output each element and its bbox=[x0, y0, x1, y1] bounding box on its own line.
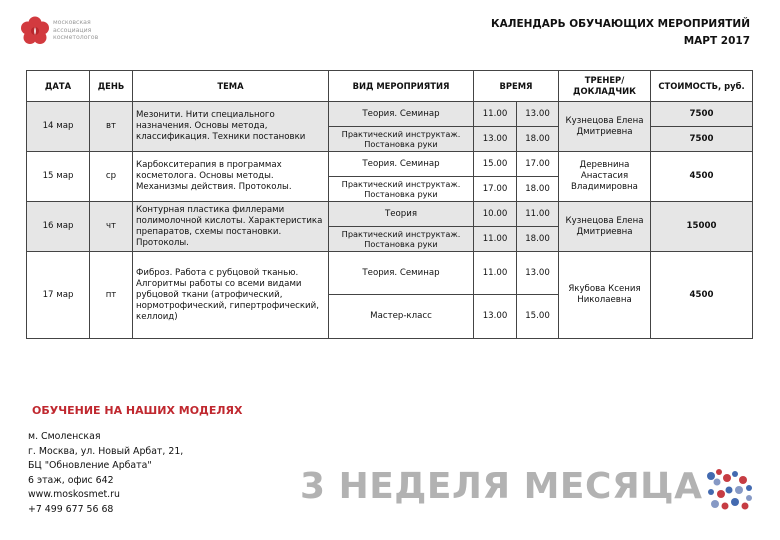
header-trainer: ТРЕНЕР/ ДОКЛАДЧИК bbox=[559, 71, 651, 102]
session-type: Практический инструктаж. Постановка руки bbox=[329, 177, 474, 202]
session-type: Теория. Семинар bbox=[329, 152, 474, 177]
session-end: 13.00 bbox=[517, 252, 559, 295]
table-row bbox=[27, 152, 753, 177]
session-start: 15.00 bbox=[474, 152, 517, 177]
session-start: 10.00 bbox=[474, 202, 517, 227]
contacts-block bbox=[28, 430, 183, 518]
row-day: пт bbox=[90, 252, 133, 339]
header-date: ДАТА bbox=[27, 71, 90, 102]
association-logo bbox=[20, 16, 110, 50]
session-end: 18.00 bbox=[517, 177, 559, 202]
session-type: Практический инструктаж. Постановка руки bbox=[329, 127, 474, 152]
header-time: ВРЕМЯ bbox=[474, 71, 559, 102]
row-topic: Мезонити. Нити специального назначения. Основы метода, классификация. Техники постановки bbox=[133, 102, 329, 152]
session-type: Теория. Семинар bbox=[329, 102, 474, 127]
row-date: 16 мар bbox=[27, 202, 90, 252]
header-topic: ТЕМА bbox=[133, 71, 329, 102]
calendar-header bbox=[491, 16, 750, 50]
calendar-month: МАРТ 2017 bbox=[683, 35, 750, 47]
session-cost: 7500 bbox=[651, 102, 753, 127]
molecule-decoration-icon bbox=[703, 466, 755, 514]
logo-line: ассоциация bbox=[53, 26, 92, 34]
row-trainer: Кузнецова Елена Дмитриевна bbox=[559, 202, 651, 252]
row-trainer: Якубова Ксения Николаевна bbox=[559, 252, 651, 339]
header-cost: СТОИМОСТЬ, руб. bbox=[651, 71, 753, 102]
row-day: чт bbox=[90, 202, 133, 252]
row-topic: Карбокситерапия в программах косметолога. Основы методы. Механизмы действия. Протоколы. bbox=[133, 152, 329, 202]
row-date: 14 мар bbox=[27, 102, 90, 152]
calendar-title: КАЛЕНДАРЬ ОБУЧАЮЩИХ МЕРОПРИЯТИЙ bbox=[491, 18, 750, 30]
session-end: 15.00 bbox=[517, 295, 559, 339]
session-type: Теория bbox=[329, 202, 474, 227]
session-start: 13.00 bbox=[474, 127, 517, 152]
row-trainer: Кузнецова Елена Дмитриевна bbox=[559, 102, 651, 152]
session-start: 11.00 bbox=[474, 252, 517, 295]
session-end: 18.00 bbox=[517, 127, 559, 152]
row-cost: 4500 bbox=[651, 152, 753, 202]
contact-phone: +7 499 677 56 68 bbox=[28, 503, 114, 515]
row-topic: Контурная пластика филлерами полимолочной кислоты. Характеристика препаратов, схемы постановки. Протоколы. bbox=[133, 202, 329, 252]
row-topic: Фиброз. Работа с рубцовой тканью. Алгоритмы работы со всеми видами рубцовой ткани (атрофический, нормотрофический, гипертрофический, келлоид) bbox=[133, 252, 329, 339]
row-cost: 15000 bbox=[651, 202, 753, 252]
contact-office: 6 этаж, офис 642 bbox=[28, 474, 114, 486]
session-start: 13.00 bbox=[474, 295, 517, 339]
session-cost: 7500 bbox=[651, 127, 753, 152]
row-day: ср bbox=[90, 152, 133, 202]
session-end: 17.00 bbox=[517, 152, 559, 177]
header-day: ДЕНЬ bbox=[90, 71, 133, 102]
table-row bbox=[27, 252, 753, 295]
header-row bbox=[27, 71, 753, 102]
models-title: ОБУЧЕНИЕ НА НАШИХ МОДЕЛЯХ bbox=[32, 404, 243, 417]
row-date: 15 мар bbox=[27, 152, 90, 202]
row-day: вт bbox=[90, 102, 133, 152]
logo-line: московская bbox=[53, 19, 91, 26]
session-end: 11.00 bbox=[517, 202, 559, 227]
session-start: 11.00 bbox=[474, 102, 517, 127]
session-end: 18.00 bbox=[517, 227, 559, 252]
logo-text bbox=[53, 19, 98, 42]
session-start: 11.00 bbox=[474, 227, 517, 252]
session-type: Практический инструктаж. Постановка руки bbox=[329, 227, 474, 252]
row-cost: 4500 bbox=[651, 252, 753, 339]
contact-address: г. Москва, ул. Новый Арбат, 21, bbox=[28, 445, 184, 457]
row-date: 17 мар bbox=[27, 252, 90, 339]
week-label: 3 НЕДЕЛЯ МЕСЯЦА bbox=[300, 466, 703, 507]
contact-building: БЦ "Обновление Арбата" bbox=[28, 460, 152, 472]
session-end: 13.00 bbox=[517, 102, 559, 127]
row-trainer: Деревнина Анастасия Владимировна bbox=[559, 152, 651, 202]
flower-logo-icon bbox=[20, 16, 50, 46]
session-start: 17.00 bbox=[474, 177, 517, 202]
table-row bbox=[27, 202, 753, 227]
session-type: Теория. Семинар bbox=[329, 252, 474, 295]
session-type: Мастер-класс bbox=[329, 295, 474, 339]
contact-website: www.moskosmet.ru bbox=[28, 489, 120, 501]
logo-line: косметологов bbox=[53, 34, 99, 42]
schedule-table bbox=[26, 70, 753, 339]
table-row bbox=[27, 102, 753, 127]
header-event-type: ВИД МЕРОПРИЯТИЯ bbox=[329, 71, 474, 102]
contact-metro: м. Смоленская bbox=[28, 431, 101, 442]
